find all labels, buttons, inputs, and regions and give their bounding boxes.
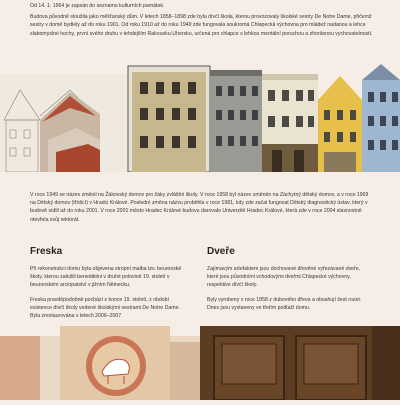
intro-paragraph: Budova původně sloužila jako měšťanský dům. V letech 1858–1898 zde byla dívčí škola, kterou provozovaly školské sestry De Notre Dame, přičemž sestry v domě bydlely až do roku 1901. Od roku 1910 až do roku 1949 zde fungovala soukromá Chlapecká výchovna pro mládež nadanou a lehce slabomyslné hochy, první svého druhu v tehdejším Rakousku-Uhersku, určená pro chlapce s lehkou mentální poruchou a zhoršenou vychovatelností. — [30, 14, 373, 37]
street-houses-image — [0, 60, 400, 172]
dvere-paragraph-1: Zajímavým artefaktem jsou dochované dřevěné vyřezávané dveře, které jsou původními vchodovými dveřmi Chlapecké výchovny, respektive dívčí školy. — [207, 266, 361, 289]
street-illustration — [0, 60, 400, 172]
freska-paragraph-1: Při rekonstrukci domu byla objevena stropní malba tzv. beuronské školy, kterou založili benediktini v druhé polovině 19. století v beuronském arciopatství v jižním Německu. — [30, 266, 182, 289]
dvere-section — [207, 246, 367, 318]
freska-title: Freska — [30, 246, 63, 257]
dvere-title: Dveře — [207, 246, 235, 257]
fresco-and-door-photos — [0, 326, 400, 400]
freska-section — [30, 246, 190, 326]
bottom-images — [0, 326, 400, 400]
intro-line: Od 14. 1. 1964 je zapsán do seznamu kulturních památek. — [30, 3, 165, 9]
history-section — [30, 191, 375, 225]
dvere-paragraph-2: Byly vyrobeny v roce 1858 z dubového dřeva a obsahují šest rozet. Dnes jsou vystaveny ve třetím podlaží domu. — [207, 296, 362, 311]
freska-paragraph-2: Freska pravděpodobně pochází z konce 19. století, z období existence dívčí školy vedené školskými sestrami De Notre Dame. Byla zrestaurována v letech 2006–2007. — [30, 296, 180, 320]
intro-section — [30, 2, 375, 41]
history-paragraph: V roce 1949 se název změnil na Žákovský domov pro žáky zvláštní školy. V roce 1958 byl název změněn na Záchytný dětský domov, a v roce 1969 na Dětský domov (třídící) v Hradci Králové. Poslední změna názvu proběhla v roce 1981, kdy zde začal fungovat Dětský diagnostický ústav, který v budově sídlil až do roku 2001. V roce 2001 město Hradec Králové budovu darovalo Univerzitě Hradec Králové, která zde v roce 2004 slavnostně otevřela svůj rektorát. — [30, 192, 369, 223]
